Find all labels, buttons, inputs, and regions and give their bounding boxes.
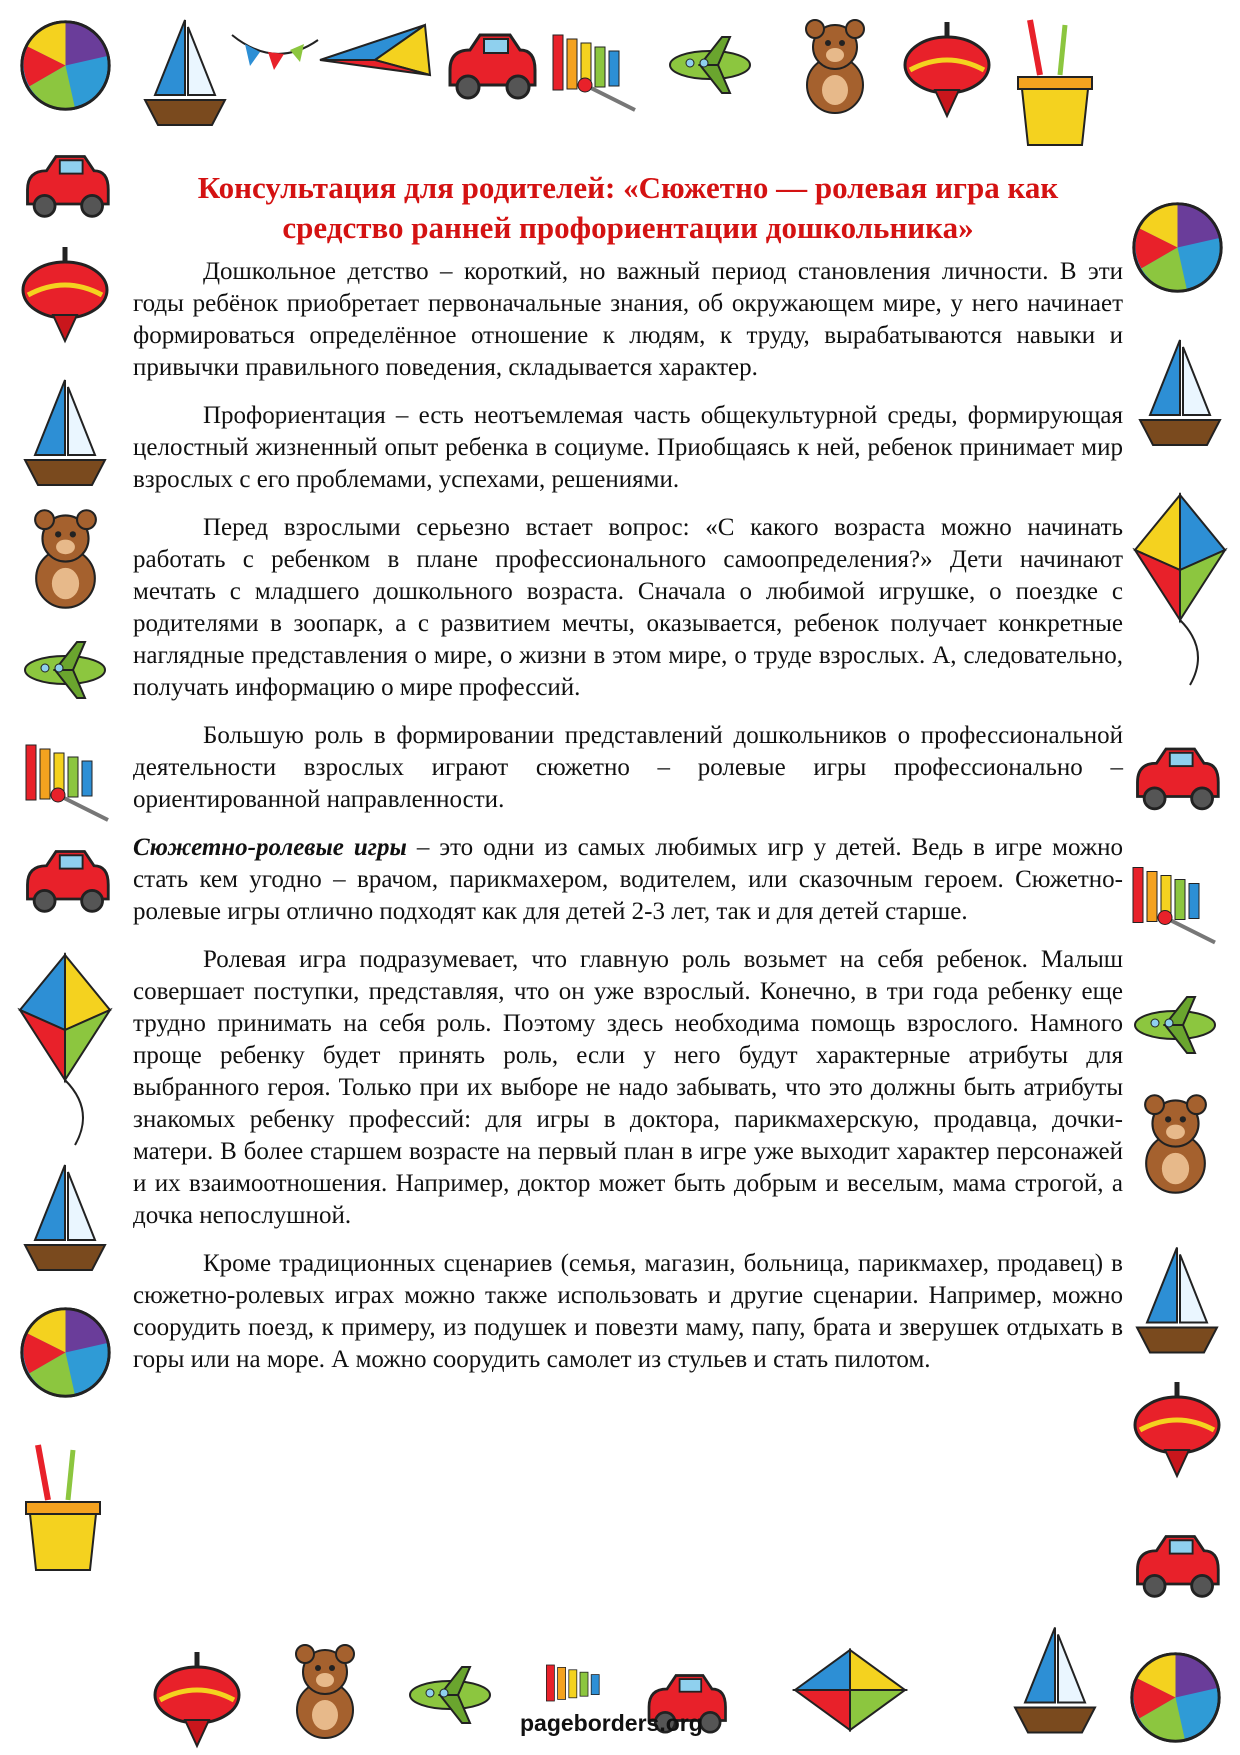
teddy-bear-icon: [18, 505, 113, 615]
paragraph-role-games: [133, 832, 1123, 928]
airplane-icon: [660, 35, 760, 95]
sailboat-icon: [1135, 330, 1225, 460]
kite-icon: [315, 15, 435, 105]
car-icon: [18, 145, 113, 225]
sailboat-icon: [1010, 1620, 1100, 1745]
paragraph-body: – это одни из самых любимых игр у детей. Ведь в игре можно стать кем угодно – врачом, парикмахером, водителем, или сказочным героем. Сюжетно-ролевые игры отлично подходят как для детей 2-3 лет, так и для детей старше.: [133, 834, 1123, 925]
car-icon: [18, 840, 113, 920]
watermark: pageborders.org: [520, 1710, 703, 1736]
airplane-icon: [1125, 985, 1225, 1065]
page-title: [133, 168, 1123, 248]
spinning-top-icon: [18, 245, 113, 345]
sailboat-icon: [1132, 1240, 1222, 1365]
teddy-bear-icon: [1128, 1090, 1223, 1200]
car-icon: [1128, 1525, 1223, 1605]
ball-icon: [1130, 200, 1225, 295]
car-icon: [440, 25, 540, 105]
paragraph-scenarios: Кроме традиционных сценариев (семья, магазин, больница, парикмахер, продавец) в сюжетно-ролевых играх можно также использовать и другие сценарии. Например, можно соорудить поезд, к примеру, из подушек и повезти маму, папу, брата и зверушек отдыхать в горы или на море. А можно соорудить самолет из стульев и стать пилотом.: [133, 1250, 1123, 1373]
airplane-icon: [400, 1665, 500, 1725]
sailboat-icon: [20, 375, 110, 495]
sailboat-icon: [140, 15, 230, 135]
teddy-bear-icon: [790, 15, 880, 120]
bucket-icon: [1010, 15, 1100, 150]
teddy-bear-icon: [280, 1640, 370, 1745]
xylophone-icon: [545, 25, 645, 115]
paragraph-role: Большую роль в формировании представлений дошкольников о профессиональной деятельности взрослых играют сюжетно – ролевые игры профессионально – ориентированной направленности.: [133, 722, 1123, 813]
garland-icon: [230, 30, 320, 80]
kite-icon: [15, 950, 115, 1150]
paragraph-lead: Сюжетно-ролевые игры: [133, 834, 407, 861]
title-line-1: Консультация для родителей: «Сюжетно — ролевая игра как: [197, 170, 1059, 205]
title-line-2: средство ранней профориентации дошкольника»: [282, 210, 974, 245]
car-icon: [1128, 735, 1223, 820]
xylophone-icon: [18, 735, 118, 825]
paragraph-career-guidance: Профориентация – есть неотъемлемая часть общекультурной среды, формирующая целостный жизненный опыт ребенка в социуме. Приобщаясь к ней, ребенок принимает мир взрослых с его проблемами, успехами, решениями.: [133, 402, 1123, 493]
paragraph-role-play: Ролевая игра подразумевает, что главную роль возьмет на себя ребенок. Малыш совершает поступки, представляя, что он уже взрослый. Конечно, в три года ребенку еще трудно принимать на себя роль. Поэтому здесь необходима помощь взрослого. Намного проще ребенку будет принять роль, если у него будут характерные атрибуты для выбранного героя. Только при их выборе не надо забывать, что это должны быть атрибуты знакомых ребенку профессий: для игры в доктора, парикмахерскую, продавца, дочки-матери. В более старшем возрасте на первый план в игре уже выходит характер персонажей и их взаимоотношения. Например, доктор может быть добрым и веселым, мама строгой, а дочка непослушной.: [133, 946, 1123, 1229]
article: [133, 168, 1123, 1392]
xylophone-icon: [1125, 855, 1225, 950]
spinning-top-icon: [900, 20, 995, 120]
ball-icon: [1128, 1650, 1223, 1745]
kite-icon: [790, 1640, 910, 1740]
ball-icon: [18, 18, 113, 113]
sailboat-icon: [20, 1160, 110, 1280]
xylophone-icon: [540, 1660, 620, 1710]
paragraph-question: Перед взрослыми серьезно встает вопрос: «С какого возраста можно начинать работать с ребенком в плане профессионального самоопределения?» Дети начинают мечтать с младшего дошкольного возраста. Сначала о любимой игрушке, о поездке с родителями в зоопарк, а с развитием мечты, оказывается, ребенок получает конкретные наглядные представления о мире, о жизни в этом мире, о труде взрослых. А, следовательно, получать информацию о мире профессий.: [133, 514, 1123, 701]
spinning-top-icon: [150, 1650, 245, 1750]
paragraph-intro: Дошкольное детство – короткий, но важный период становления личности. В эти годы ребёнок приобретает первоначальные знания, об окружающем мире, у него начинает формироваться определённое отношение к людям, к труду, вырабатываются навыки и привычки правильного поведения, складывается характер.: [133, 258, 1123, 381]
bucket-icon: [18, 1440, 108, 1575]
ball-icon: [18, 1305, 113, 1400]
kite-icon: [1130, 490, 1230, 690]
airplane-icon: [15, 630, 115, 710]
spinning-top-icon: [1130, 1380, 1225, 1480]
